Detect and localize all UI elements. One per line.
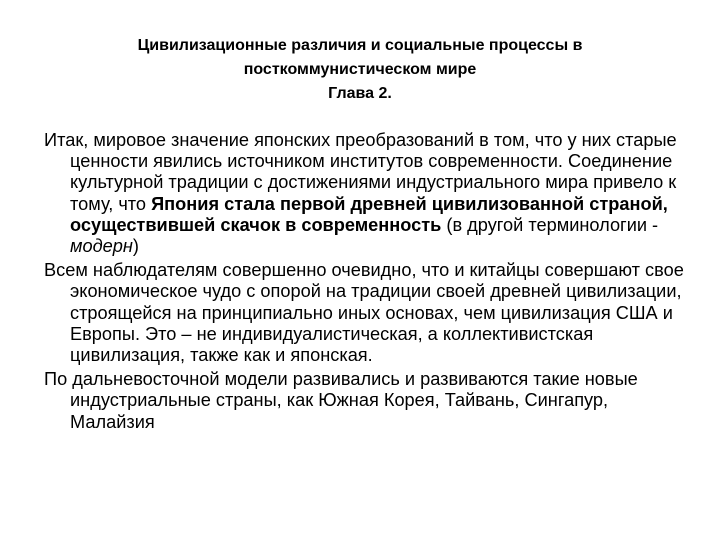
slide-body xyxy=(44,130,684,436)
paragraph-japan-text: Итак, мировое значение японских преобразований в том, что у них старые ценности явились источником институтов современности. Соединение культурной традиции с достижениями индустриального мира привело к тому, что xyxy=(44,130,677,214)
title-line-1: Цивилизационные различия и социальные процессы в xyxy=(137,37,583,54)
paragraph-china: Всем наблюдателям совершенно очевидно, что и китайцы совершают свое экономическое чудо с опорой на традиции своей древней цивилизации, строящейся на принципиально иных основах, чем цивилизация США и Европы. Это – не индивидуалистическая, а коллективистская цивилизация, также как и японская. xyxy=(44,260,684,366)
paragraph-japan-text-3: ) xyxy=(132,236,139,257)
title-line-2: посткоммунистическом мире xyxy=(243,61,477,78)
paragraph-japan-emphasis: Япония стала первой древней цивилизованной страной, осуществившей скачок в современность xyxy=(70,193,668,235)
paragraph-japan-text-2: (в другой терминологии - xyxy=(441,214,659,235)
chapter-label: Глава 2. xyxy=(328,85,392,102)
paragraph-far-east-model: По дальневосточной модели развивались и развиваются такие новые индустриальные страны, как Южная Корея, Тайвань, Сингапур, Малайзия xyxy=(44,369,638,432)
paragraph-japan-term: модерн xyxy=(70,236,133,257)
slide-title xyxy=(40,34,680,106)
paragraph-japan xyxy=(44,130,684,257)
